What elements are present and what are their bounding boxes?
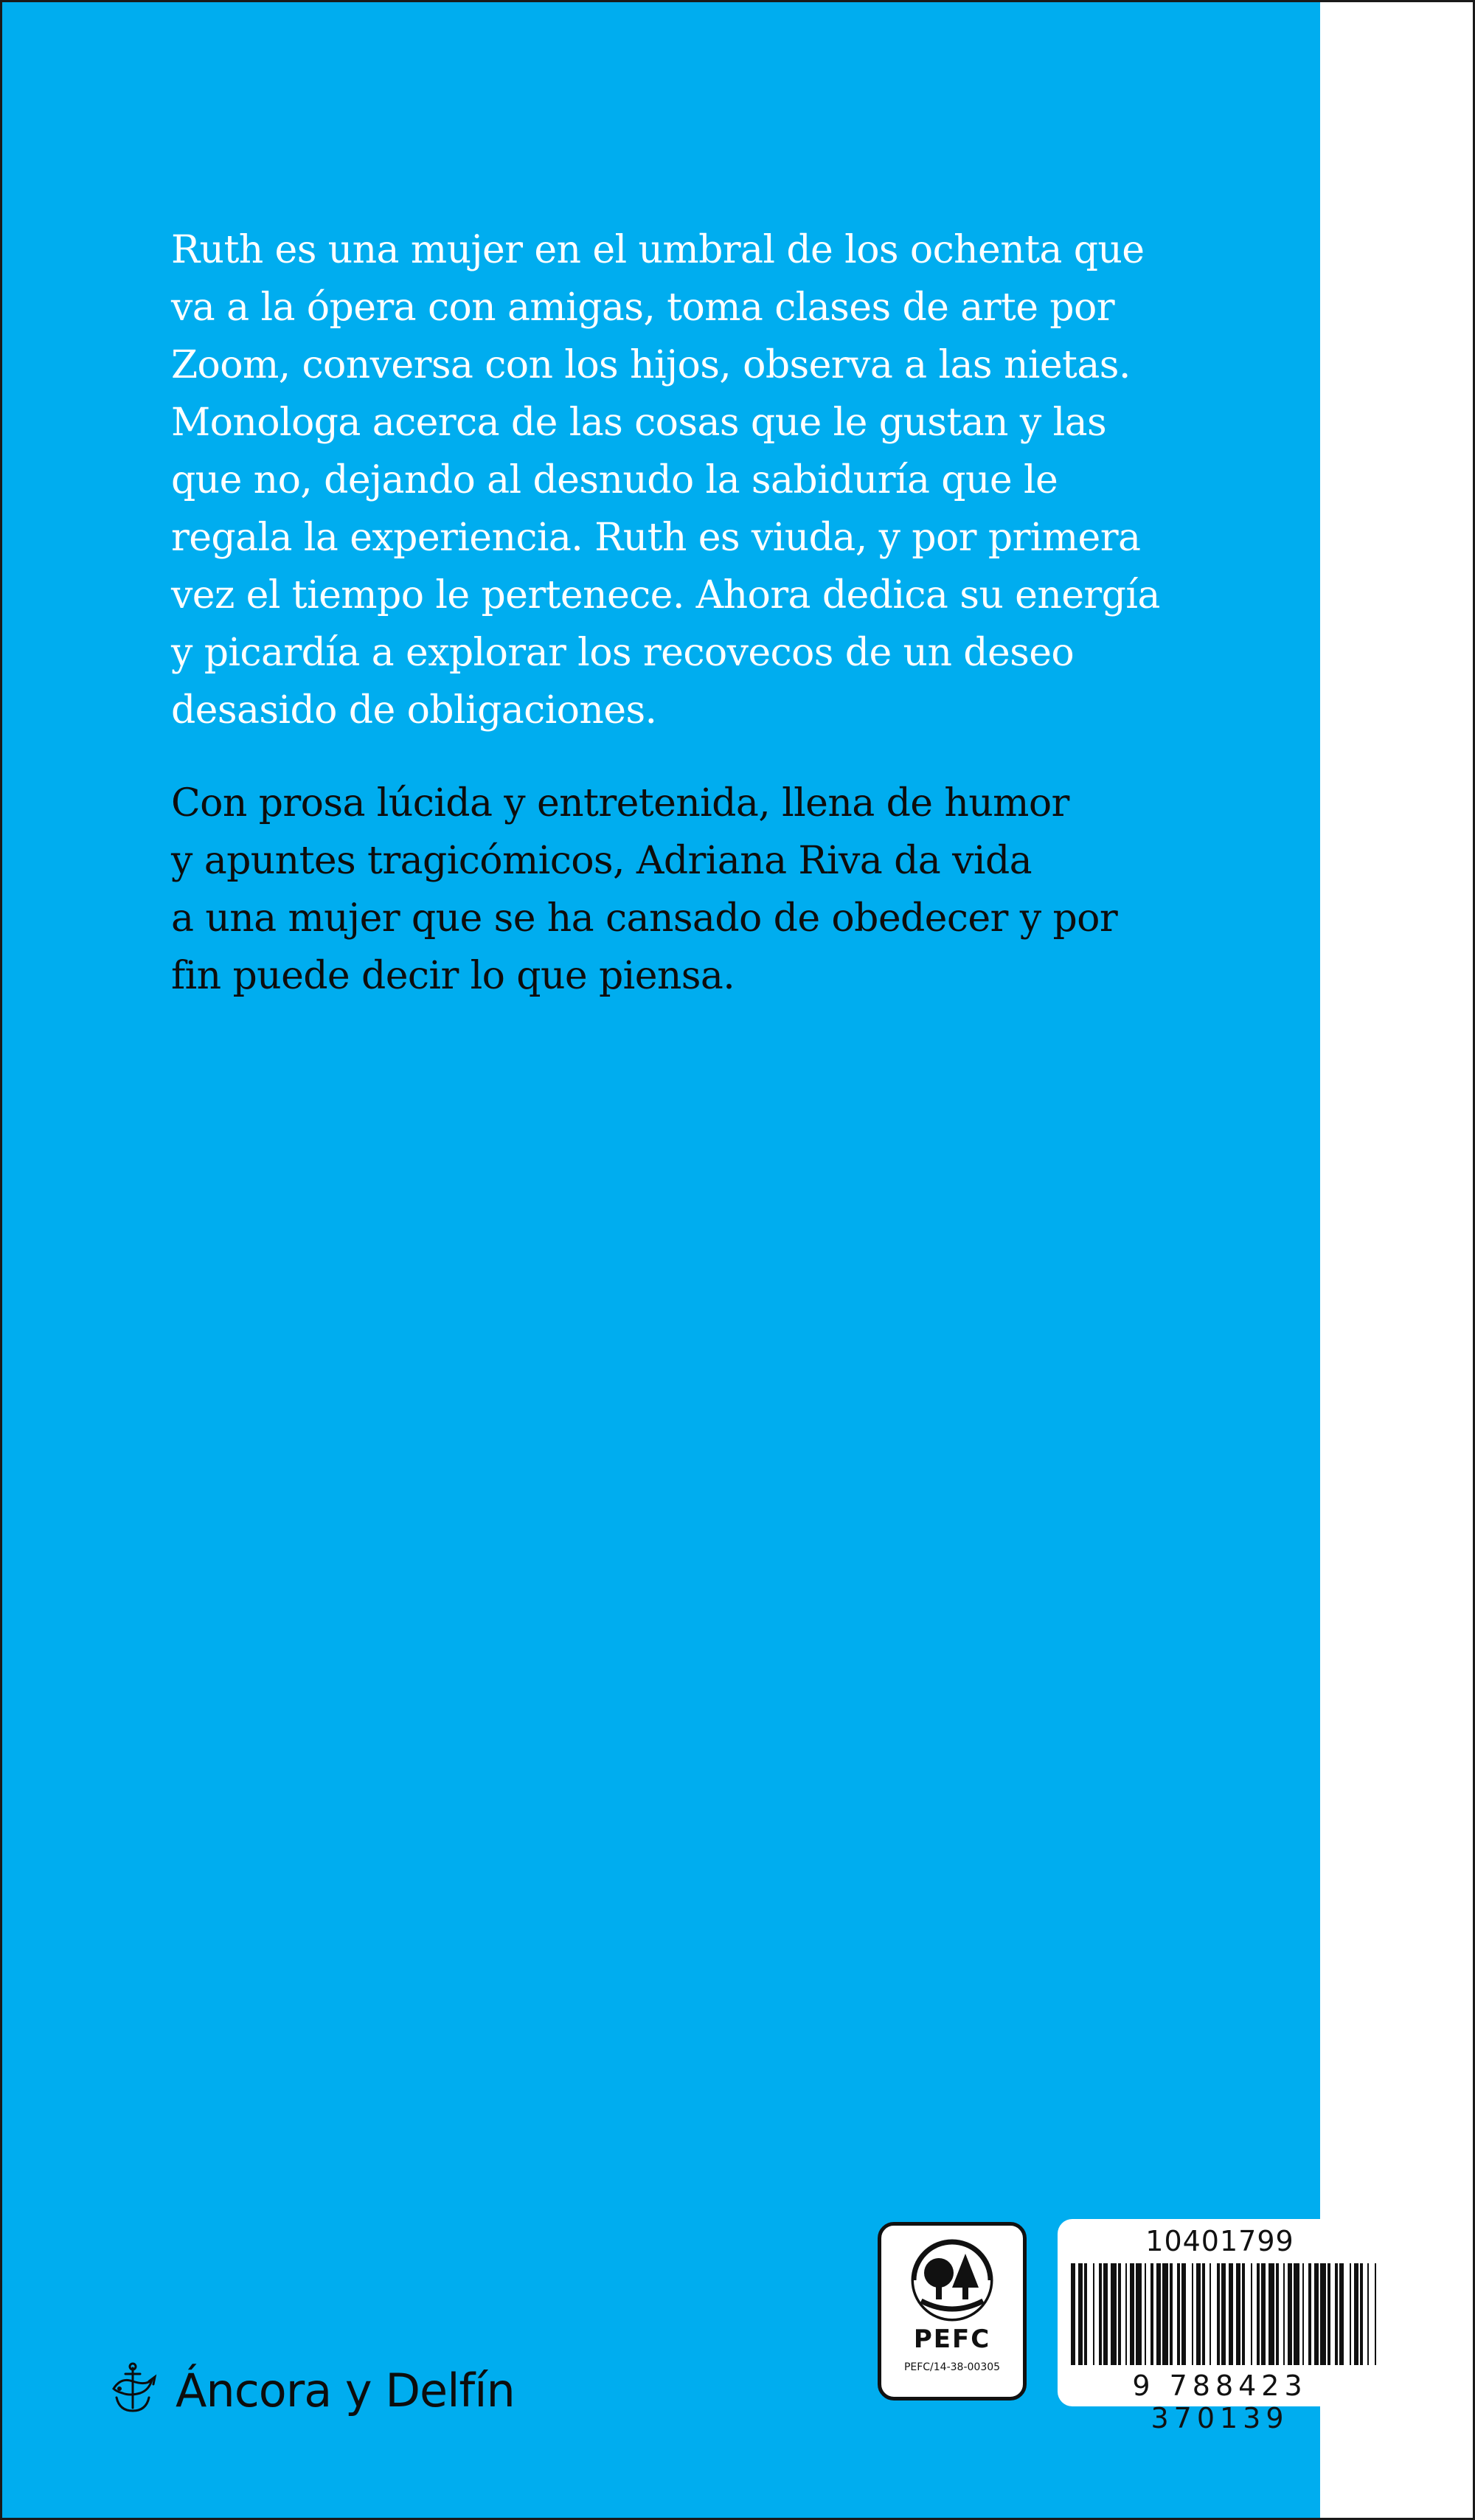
barcode-bar [1328,2263,1330,2365]
barcode-bar [1125,2263,1127,2365]
barcode-bar [1093,2263,1094,2365]
barcode-bar [1367,2263,1369,2365]
barcode-bar [1308,2263,1311,2365]
barcode-bar [1162,2263,1168,2365]
barcode-bar [1375,2263,1376,2365]
barcode-bar [1257,2263,1260,2365]
barcode-bars [1071,2263,1376,2365]
barcode-bar [1302,2263,1304,2365]
barcode-bar [1150,2263,1153,2365]
blurb [171,221,1189,1005]
barcode-bar [1335,2263,1338,2365]
barcode-bar [1130,2263,1134,2365]
barcode-top-number: 10401799 [1145,2225,1294,2257]
barcode-bar [1103,2263,1108,2365]
barcode-bar [1229,2263,1233,2365]
barcode-bar [1111,2263,1117,2365]
barcode-bar [1202,2263,1205,2365]
anchor-dolphin-icon [103,2361,162,2420]
pefc-certification-badge [878,2222,1027,2400]
barcode-bar [1261,2263,1266,2365]
barcode-bar [1294,2263,1299,2365]
blurb-paragraph-1: Ruth es una mujer en el umbral de los ochenta que va a la ópera con amigas, toma clases de arte por Zoom, conversa con los hijos, observa a las nietas. Monologa acerca de las cosas que le gustan y las que no, dejando al desnudo la sabiduría que le regala la experiencia. Ruth es viuda, y por primera vez el tiempo le pertenece. Ahora dedica su energía y picardía a explorar los recovecos de un deseo desasido de obligaciones. [171,228,1160,733]
pefc-code: PEFC/14-38-00305 [903,2361,1001,2373]
barcode-bar [1268,2263,1274,2365]
barcode-bar [1360,2263,1363,2365]
barcode-digits: 9 788423 370139 [1132,2370,1308,2434]
barcode-bar [1217,2263,1220,2365]
barcode-bar [1118,2263,1121,2365]
barcode-bar [1099,2263,1102,2365]
pefc-label: PEFC [913,2325,991,2354]
publisher-name: Áncora y Delfín [176,2363,515,2417]
pefc-trees-icon [905,2237,999,2327]
barcode-bar [1145,2263,1146,2365]
barcode-bar [1236,2263,1240,2365]
blurb-paragraph-2: Con prosa lúcida y entretenida, llena de humor y apuntes tragicómicos, Adriana Riva da vida a una mujer que se ha cansado de obedecer y por fin puede decir lo que piensa. [171,781,1118,998]
barcode-bar [1196,2263,1201,2365]
barcode-bar [1210,2263,1211,2365]
barcode-bar [1084,2263,1087,2365]
barcode-bar [1320,2263,1326,2365]
barcode-bar [1283,2263,1285,2365]
barcode-bar [1350,2263,1351,2365]
barcode-bar [1339,2263,1344,2365]
barcode-bar [1192,2263,1193,2365]
barcode-bar [1314,2263,1319,2365]
isbn-barcode [1058,2219,1382,2434]
barcode-bar [1181,2263,1186,2365]
barcode-bar [1071,2263,1075,2365]
barcode-bar [1170,2263,1173,2365]
barcode-bar [1276,2263,1279,2365]
barcode-bar [1288,2263,1292,2365]
barcode-bar [1251,2263,1252,2365]
barcode-bar [1136,2263,1142,2365]
barcode-bar [1354,2263,1358,2365]
publisher-imprint [103,2350,515,2431]
barcode-bar [1078,2263,1083,2365]
barcode-bar [1177,2263,1180,2365]
barcode-bar [1221,2263,1226,2365]
barcode-bar [1242,2263,1245,2365]
barcode-bar [1156,2263,1161,2365]
